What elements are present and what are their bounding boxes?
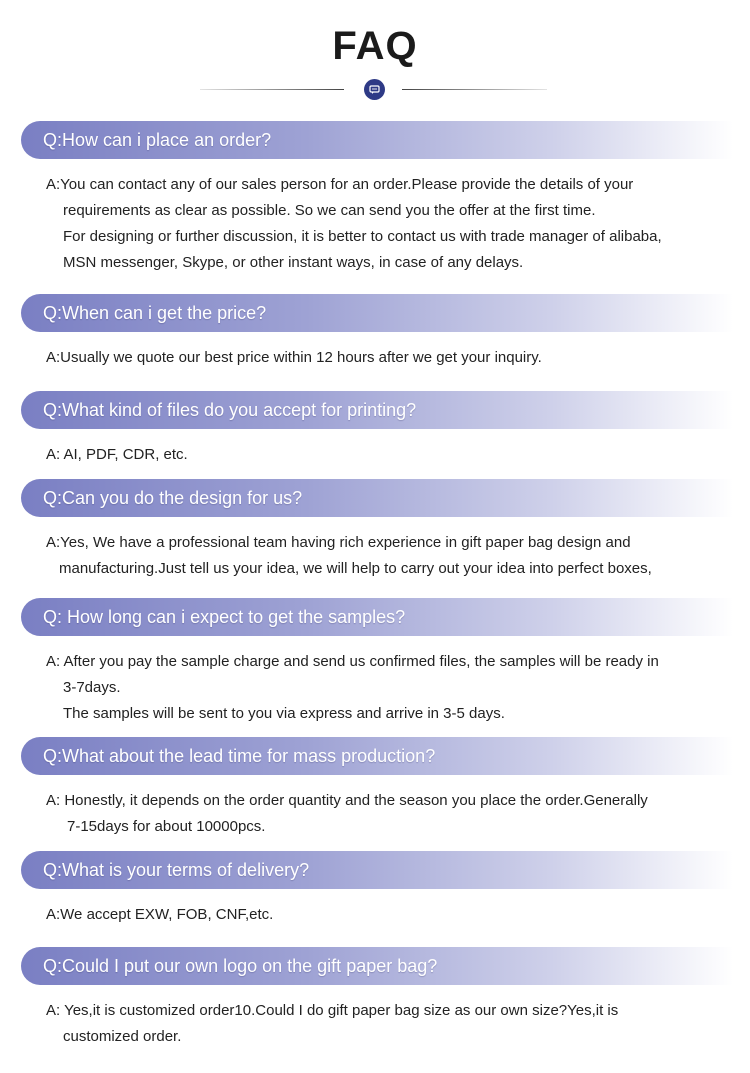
answer-line: requirements as clear as possible. So we can send you the offer at the first time. (63, 202, 596, 219)
answer-text (46, 530, 726, 582)
question-bar (21, 737, 733, 775)
question-text: Q:What kind of files do you accept for printing? (43, 399, 417, 420)
answer-line: The samples will be sent to you via express and arrive in 3-5 days. (63, 705, 505, 722)
answer-line: A: Yes,it is customized order10.Could I do gift paper bag size as our own size?Yes,it is (46, 1002, 619, 1019)
answer-text (46, 345, 726, 371)
answer-line: MSN messenger, Skype, or other instant ways, in case of any delays. (63, 254, 524, 271)
answer-line: A:Usually we quote our best price within 12 hours after we get your inquiry. (46, 349, 542, 366)
answer-line: A:Yes, We have a professional team having rich experience in gift paper bag design and (46, 534, 631, 551)
answer-line: A:You can contact any of our sales person for an order.Please provide the details of your (46, 176, 634, 193)
question-text: Q:What about the lead time for mass production? (43, 745, 436, 766)
question-bar (21, 851, 733, 889)
question-bar (21, 121, 733, 159)
answer-line: For designing or further discussion, it is better to contact us with trade manager of alibaba, (63, 228, 662, 245)
question-text: Q:Can you do the design for us? (43, 487, 303, 508)
answer-line: A: Honestly, it depends on the order quantity and the season you place the order.Generally (46, 792, 648, 809)
question-text: Q: How long can i expect to get the samples? (43, 606, 406, 627)
divider-right (402, 89, 547, 90)
faq-header (0, 0, 750, 110)
question-text: Q:How can i place an order? (43, 129, 272, 150)
answer-text (46, 788, 726, 840)
question-bar (21, 294, 733, 332)
answer-text (46, 649, 726, 727)
answer-line: manufacturing.Just tell us your idea, we will help to carry out your idea into perfect boxes, (59, 560, 652, 577)
answer-text (46, 902, 726, 928)
question-bar (21, 391, 733, 429)
question-bar (21, 479, 733, 517)
answer-line: 7-15days for about 10000pcs. (67, 818, 266, 835)
chat-bubble-icon (364, 79, 385, 100)
answer-line: A: AI, PDF, CDR, etc. (46, 446, 188, 463)
question-bar (21, 947, 733, 985)
divider-left (200, 89, 344, 90)
answer-line: customized order. (63, 1028, 182, 1045)
answer-text (46, 998, 726, 1050)
answer-line: 3-7days. (63, 679, 121, 696)
page-title: FAQ (332, 24, 418, 68)
question-text: Q:Could I put our own logo on the gift paper bag? (43, 955, 438, 976)
question-bar (21, 598, 733, 636)
question-text: Q:When can i get the price? (43, 302, 267, 323)
answer-text (46, 172, 726, 276)
answer-line: A: After you pay the sample charge and send us confirmed files, the samples will be ready in (46, 653, 659, 670)
answer-line: A:We accept EXW, FOB, CNF,etc. (46, 906, 274, 923)
question-text: Q:What is your terms of delivery? (43, 859, 310, 880)
answer-text (46, 442, 726, 468)
